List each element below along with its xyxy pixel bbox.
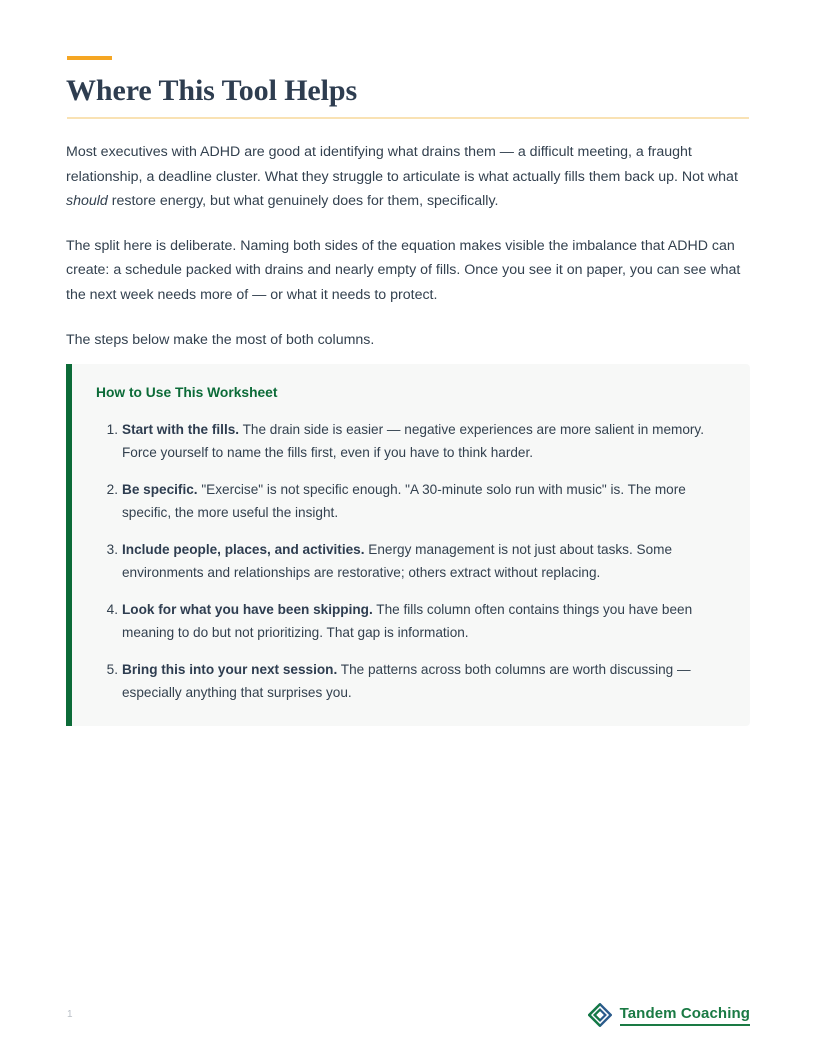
step-text: The patterns across both columns are worth discussing — especially anything that surprises you. — [122, 662, 691, 700]
page-number: 1 — [67, 1009, 73, 1020]
step-text: The fills column often contains things you have been meaning to do but not prioritizing. That gap is information. — [122, 602, 693, 640]
callout-title: How to Use This Worksheet — [96, 385, 278, 400]
tandem-diamond-logo-icon — [588, 1003, 612, 1027]
step-item — [122, 658, 722, 704]
step-item — [122, 538, 722, 584]
step-lead: Start with the fills. — [122, 422, 240, 437]
title-divider-rule — [67, 117, 749, 119]
paragraph-1: Most executives with ADHD are good at identifying what drains them — a difficult meeting, a fraught relationship, a deadline cluster. What they struggle to articulate is what actually fills them back up. Not what should restore energy, but what genuinely does for them, specifically. — [66, 144, 738, 210]
paragraph-3: The steps below make the most of both columns. — [66, 331, 375, 348]
step-item — [122, 478, 722, 524]
step-lead: Bring this into your next session. — [122, 662, 338, 677]
step-lead: Be specific. — [122, 482, 198, 497]
step-item — [122, 598, 722, 644]
step-lead: Look for what you have been skipping. — [122, 602, 373, 617]
step-text: Energy management is not just about tasks. Some environments and relationships are restorative; others extract without replacing. — [122, 542, 673, 580]
intro-body-copy — [66, 140, 750, 352]
emphasis-text: should — [66, 193, 108, 210]
step-lead: Include people, places, and activities. — [122, 542, 365, 557]
steps-list — [96, 418, 722, 704]
step-text: The drain side is easier — negative experiences are more salient in memory. Force yourself to name the fills first, even if you have to think harder. — [122, 422, 704, 460]
paragraph-2: The split here is deliberate. Naming both sides of the equation makes visible the imbalance that ADHD can create: a schedule packed with drains and nearly empty of fills. Once you see it on paper, you can see what the next week needs more of — or what it needs to protect. — [66, 237, 741, 303]
step-item — [122, 418, 722, 464]
footer-logo — [588, 1003, 750, 1027]
how-to-use-callout — [66, 364, 750, 726]
title-accent-bar — [67, 56, 112, 60]
page-title: Where This Tool Helps — [66, 74, 358, 107]
step-text: "Exercise" is not specific enough. "A 30-minute solo run with music" is. The more specific, the more useful the insight. — [122, 482, 686, 520]
footer-logo-text: Tandem Coaching — [620, 1005, 750, 1026]
